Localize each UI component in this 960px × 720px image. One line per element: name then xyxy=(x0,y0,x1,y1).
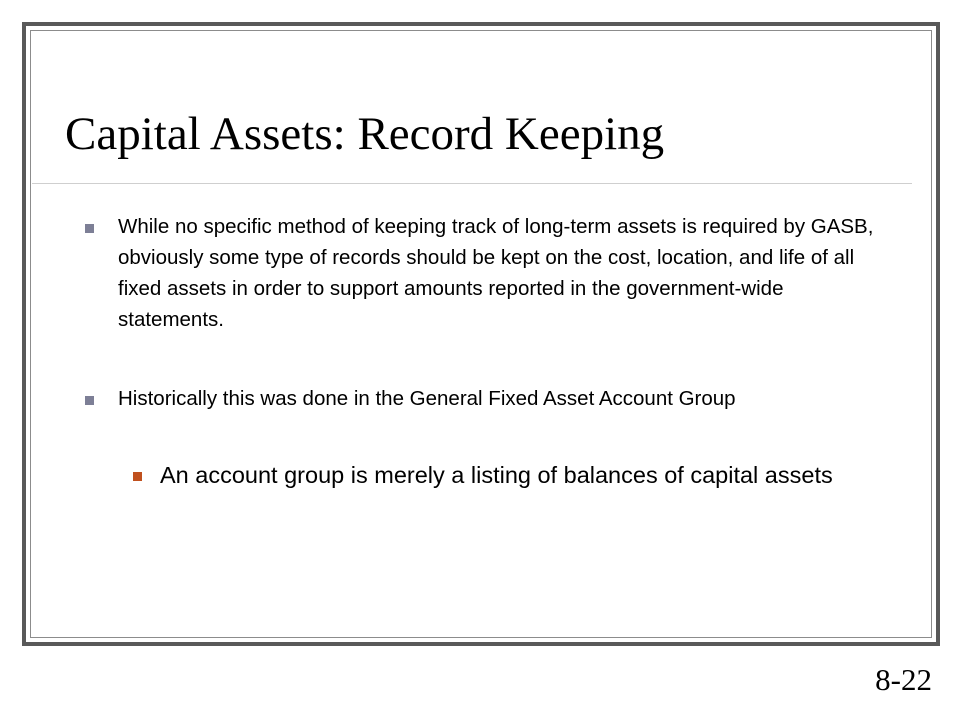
bullet-text: Historically this was done in the General Fixed Asset Account Group xyxy=(118,387,736,410)
sub-bullet-text: An account group is merely a listing of balances of capital assets xyxy=(160,462,833,488)
slide-title: Capital Assets: Record Keeping xyxy=(65,108,665,160)
square-bullet-icon xyxy=(85,224,94,233)
square-bullet-icon xyxy=(85,396,94,405)
slide-number: 8-22 xyxy=(875,662,932,697)
title-divider xyxy=(32,183,912,184)
square-bullet-icon xyxy=(133,472,142,481)
bullet-text: While no specific method of keeping track of long-term assets is required by GASB, obviously some type of records should be kept on the cost, location, and life of all fixed assets in order to support amounts reported in the government-wide statements. xyxy=(118,215,874,331)
